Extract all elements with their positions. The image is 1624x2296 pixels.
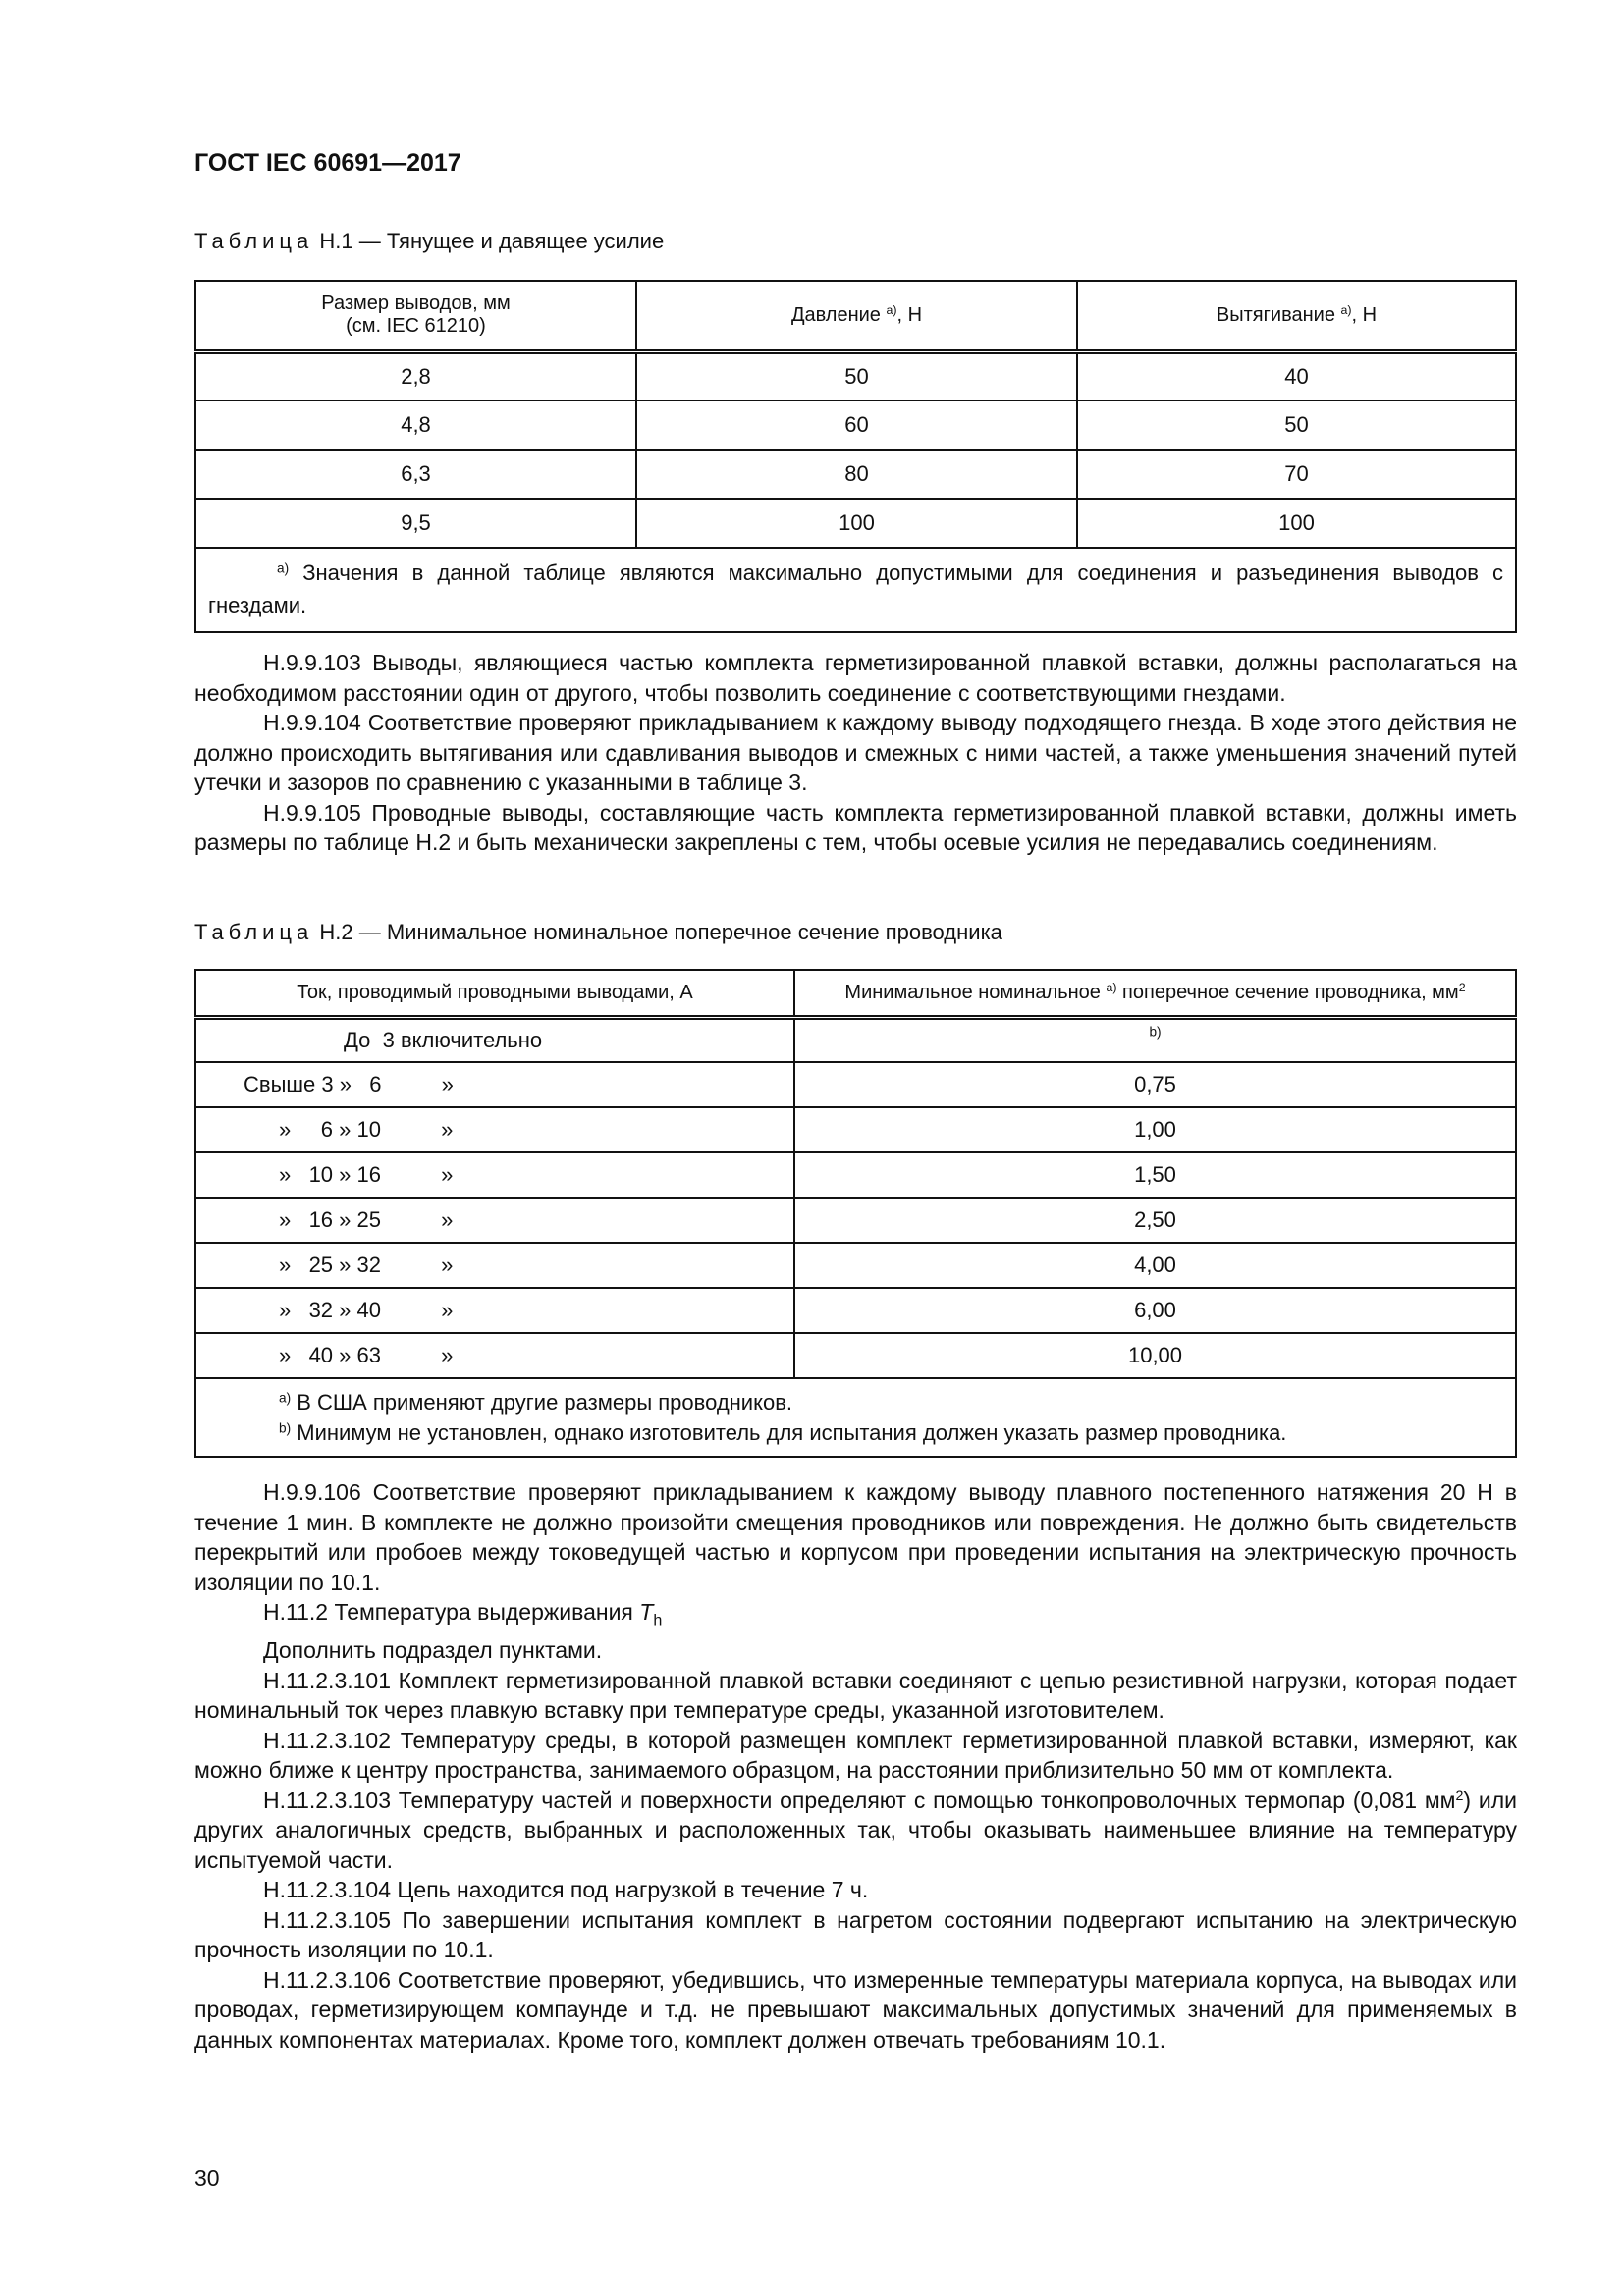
paragraph-text: Н.11.2.3.103 Температуру частей и поверхности определяют с помощью тонкопроволочных термопар (0,081 мм — [263, 1787, 1456, 1813]
paragraph: Н.9.9.106 Соответствие проверяют прикладыванием к каждому выводу плавного постепенного натяжения 20 Н в течение 1 мин. В комплекте не должно произойти смещения проводников или повреждения. Не должно быть свидетельств перекрытий или пробоев между токоведущей частью и корпусом при проведении испытания на электрическую прочность изоляции по 10.1. — [194, 1479, 1517, 1595]
cell-section: 2,50 — [794, 1198, 1516, 1243]
paragraph-text: ) или других аналогичных средств, выбранных и расположенных так, чтобы оказывать наименьшее влияние на температуру испытуемой части. — [194, 1787, 1517, 1873]
cell: 4,8 — [195, 400, 636, 450]
header-text: Давление — [790, 303, 887, 326]
cell-section: 1,00 — [794, 1107, 1516, 1152]
cell: 6,3 — [195, 450, 636, 499]
footnote-a — [279, 1387, 1501, 1417]
section-text-1 — [194, 648, 1517, 858]
cell: 50 — [1077, 400, 1516, 450]
paragraph: Н.9.9.105 Проводные выводы, составляющие часть комплекта герметизированной плавкой вставки, должны иметь размеры по таблице Н.2 и быть механически закреплены с тем, чтобы осевые усилия не передавались соединениям. — [194, 799, 1517, 855]
paragraph-h11-2 — [194, 1597, 1517, 1635]
header-pressure — [636, 281, 1077, 351]
table-row — [195, 499, 1516, 548]
table-row — [195, 1243, 1516, 1288]
header-section — [794, 970, 1516, 1017]
document-header: ГОСТ IEC 60691—2017 — [194, 149, 461, 177]
paragraph — [194, 1786, 1517, 1876]
symbol: T — [639, 1599, 654, 1625]
table-row — [195, 1152, 1516, 1198]
cell-current: » 6 » 10 » — [195, 1107, 794, 1152]
paragraph: Н.11.2.3.102 Температуру среды, в которой размещен комплект герметизированной плавкой вставки, измеряют, как можно ближе к центру пространства, занимаемого образцом, на расстоянии приблизительно 50 мм от комплекта. — [194, 1727, 1517, 1784]
header-text: Вытягивание — [1216, 303, 1341, 326]
footnote-text: Значения в данной таблице являются максимально допустимыми для соединения и разъединения выводов с гнездами. — [208, 561, 1503, 617]
cell: 80 — [636, 450, 1077, 499]
paragraph: Дополнить подраздел пунктами. — [263, 1637, 603, 1664]
cell: 9,5 — [195, 499, 636, 548]
cell-section: 10,00 — [794, 1333, 1516, 1378]
footnote-mark: a) — [279, 1390, 292, 1406]
page-number: 30 — [194, 2165, 220, 2191]
cell: 2,8 — [195, 351, 636, 400]
cell: 50 — [636, 351, 1077, 400]
table-row — [195, 1017, 1516, 1062]
table-footnotes — [195, 1378, 1516, 1457]
caption-text: Н.2 — Минимальное номинальное поперечное сечение проводника — [313, 920, 1002, 944]
table-row — [195, 1107, 1516, 1152]
cell: 70 — [1077, 450, 1516, 499]
paragraph: Н.11.2.3.101 Комплект герметизированной плавкой вставки соединяют с цепью резистивной нагрузки, которая подает номинальный ток через плавкую вставку при температуре среды, указанной изготовителем. — [194, 1667, 1517, 1724]
header-text: Минимальное номинальное — [844, 981, 1107, 1003]
paragraph: Н.11.2.3.105 По завершении испытания комплект в нагретом состоянии подвергают испытанию на электрическую прочность изоляции по 10.1. — [194, 1906, 1517, 1963]
footnote-ref: a) — [1340, 302, 1352, 317]
caption-text: Н.1 — Тянущее и давящее усилие — [313, 229, 665, 253]
footnote-b — [279, 1417, 1501, 1448]
table-row — [195, 1198, 1516, 1243]
cell-current: » 40 » 63 » — [195, 1333, 794, 1378]
table-row — [195, 1288, 1516, 1333]
table-row — [195, 400, 1516, 450]
superscript: 2 — [1455, 1788, 1464, 1804]
cell-section: 0,75 — [794, 1062, 1516, 1107]
table-row — [195, 450, 1516, 499]
superscript: 2 — [1458, 980, 1466, 994]
table-h1 — [194, 280, 1517, 633]
footnote-mark: a) — [277, 561, 290, 576]
header-unit: , Н — [896, 303, 923, 326]
cell-current: До 3 включительно — [195, 1017, 794, 1062]
header-pull — [1077, 281, 1516, 351]
caption-word: Таблица — [194, 229, 314, 253]
cell-current: » 25 » 32 » — [195, 1243, 794, 1288]
subscript: h — [653, 1611, 663, 1629]
cell-section: 1,50 — [794, 1152, 1516, 1198]
cell: 60 — [636, 400, 1077, 450]
header-unit: , Н — [1351, 303, 1378, 326]
footnote-ref: a) — [886, 302, 897, 317]
header-line: (см. IEC 61210) — [346, 315, 486, 338]
header-current: Ток, проводимый проводными выводами, А — [195, 970, 794, 1017]
footnote-ref: a) — [1106, 980, 1117, 994]
cell-section: 6,00 — [794, 1288, 1516, 1333]
table-h2 — [194, 969, 1517, 1458]
cell: 100 — [1077, 499, 1516, 548]
footnote-mark: b) — [279, 1420, 292, 1436]
paragraph: Н.9.9.104 Соответствие проверяют прикладыванием к каждому выводу подходящего гнезда. В ходе этого действия не должно происходить вытягивания или сдавливания выводов и смежных с ними частей, а также уменьшения значений путей утечки и зазоров по сравнению с указанными в таблице 3. — [194, 710, 1517, 795]
section-text-2 — [194, 1477, 1517, 2055]
table2-caption — [194, 920, 1002, 945]
cell-current: » 10 » 16 » — [195, 1152, 794, 1198]
paragraph: Н.11.2.3.104 Цепь находится под нагрузкой в течение 7 ч. — [263, 1877, 869, 1903]
cell-current: » 32 » 40 » — [195, 1288, 794, 1333]
header-text: поперечное сечение проводника, мм — [1116, 981, 1459, 1003]
table-footnote — [195, 548, 1516, 632]
table1-caption — [194, 229, 664, 254]
paragraph: Н.11.2.3.106 Соответствие проверяют, убедившись, что измеренные температуры материала корпуса, на выводах или проводах, герметизирующем компаунде и т.д. не превышают максимальных допустимых значений для применяемых в данных компонентах материалах. Кроме того, комплект должен отвечать требованиям 10.1. — [194, 1966, 1517, 2053]
table-row — [195, 1333, 1516, 1378]
footnote-ref: b) — [1149, 1024, 1162, 1039]
cell: 40 — [1077, 351, 1516, 400]
table-row — [195, 1062, 1516, 1107]
caption-word: Таблица — [194, 920, 314, 944]
table-row — [195, 351, 1516, 400]
header-line: Размер выводов, мм — [321, 293, 511, 315]
cell-current: Свыше 3 » 6 » — [195, 1062, 794, 1107]
paragraph: Н.9.9.103 Выводы, являющиеся частью комплекта герметизированной плавкой вставки, должны располагаться на необходимом расстоянии один от другого, чтобы позволить соединение с соответствующими гнездами. — [194, 650, 1517, 706]
cell-current: » 16 » 25 » — [195, 1198, 794, 1243]
paragraph-text: Н.11.2 Температура выдерживания — [263, 1599, 640, 1625]
footnote-text: В США применяют другие размеры проводников. — [291, 1390, 793, 1415]
cell: 100 — [636, 499, 1077, 548]
cell-section: 4,00 — [794, 1243, 1516, 1288]
header-size — [195, 281, 636, 351]
footnote-text: Минимум не установлен, однако изготовитель для испытания должен указать размер проводника. — [291, 1420, 1287, 1445]
